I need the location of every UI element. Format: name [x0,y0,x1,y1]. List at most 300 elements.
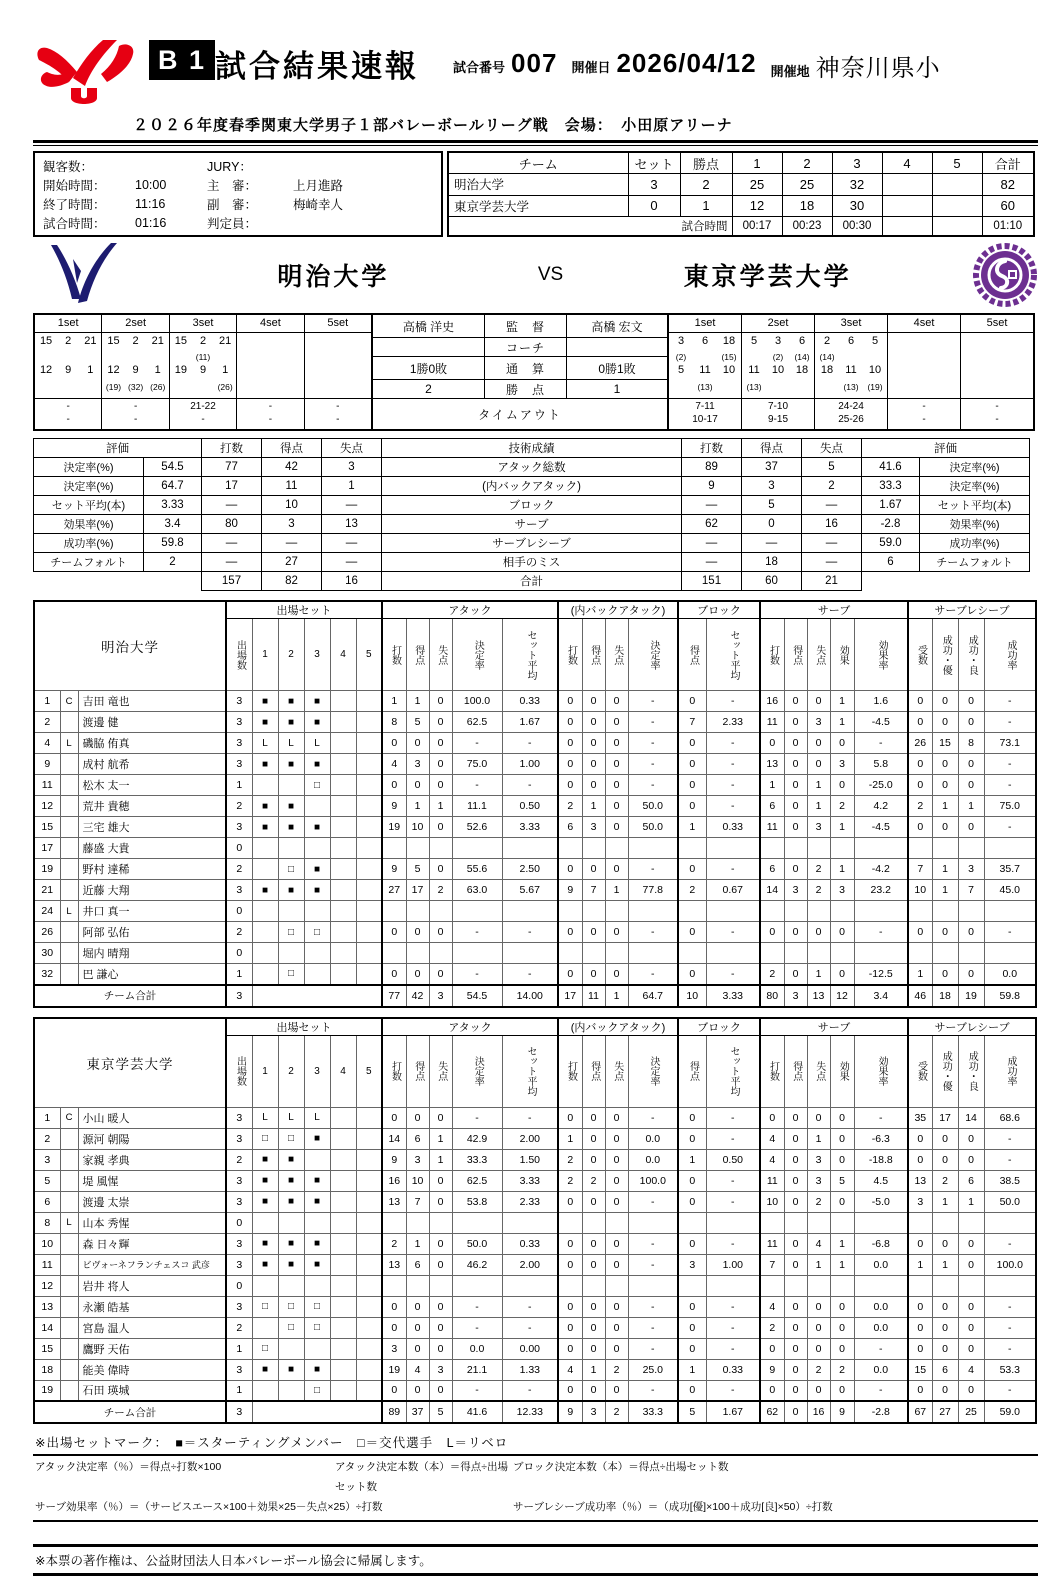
player-sets-count: 3 [226,712,252,733]
player-sets-count: 3 [226,1128,252,1149]
player-stat: 0 [406,1107,429,1128]
player-row [34,712,1036,733]
player-name: 磯脇 侑真 [78,733,226,754]
player-stat: 0 [932,1128,958,1149]
player-position [60,1149,78,1170]
lineup-sub-number: (26) [150,382,166,392]
lineup-sub-number [327,352,349,364]
team-total-stat: 0 [784,1401,807,1423]
timeout-score: - [66,414,70,425]
summary-right-label: 決定率(%) [920,477,1030,496]
player-stat: 5 [406,712,429,733]
player-position [60,754,78,775]
summary-right-value: 33.3 [862,477,920,496]
player-stat: 0 [382,922,406,943]
player-stat: 0 [678,754,706,775]
player-set-mark [252,1275,278,1296]
player-stat [502,838,558,859]
player-stat: 0 [784,817,807,838]
lineup-number [1009,335,1033,352]
lineup-sub-number [669,382,693,395]
player-set-mark: □ [304,1317,330,1338]
summary-right-label: 成功率(%) [920,534,1030,553]
player-sets-count: 3 [226,1296,252,1317]
team-total-stat: 77 [382,985,406,1007]
player-set-mark: ■ [252,1191,278,1212]
player-set-mark [330,1254,356,1275]
player-stat: 0 [582,691,605,712]
player-stat: 0 [958,1338,984,1359]
info-row [43,156,433,175]
score-value [932,174,982,196]
player-stat: 0 [406,922,429,943]
player-stat: -6.3 [854,1128,908,1149]
home-player-stats-table [33,600,1037,1008]
player-set-mark [330,1212,356,1233]
summary-away-value: — [682,496,742,515]
lineup-number: 2 [132,335,139,347]
lineup-timeout-cell [742,399,814,429]
player-col-header: 得点 [784,619,807,691]
player-stat: 1 [932,859,958,880]
player-stat [807,943,830,964]
player-stat [452,1275,502,1296]
player-stat: 0 [605,1338,628,1359]
player-name: 藤盛 大貴 [78,838,226,859]
summary-right-label: チームフォルト [920,553,1030,572]
timeout-score: - [268,414,273,425]
player-stat: 0 [429,1170,452,1191]
lineup-number: 1 [222,364,229,376]
player-stat: 0 [784,712,807,733]
player-stat: 68.6 [984,1107,1036,1128]
lineup-number: 1 [154,364,161,376]
player-set-mark [330,1380,356,1401]
lineup-sub-number [170,382,192,395]
player-table-team-name: 東京学芸大学 [34,1018,226,1108]
lineup-body [669,333,1033,429]
lineup-number: 5 [750,335,758,347]
player-col-header: 決定率 [452,1035,502,1107]
player-name: 近藤 大翔 [78,880,226,901]
lineup-number [985,335,1009,352]
player-stat: 6 [760,796,784,817]
start-time-value: 10:00 [135,177,167,192]
score-value: 12 [732,195,782,217]
player-position [60,859,78,880]
team-total-stat: 5 [429,1401,452,1423]
player-stat: - [984,1296,1036,1317]
player-stat: - [628,691,678,712]
match-date-field [557,48,756,79]
lineup-sub-number [863,352,887,364]
lineup-number [305,364,327,382]
score-value: 2 [680,174,732,196]
player-stat: 4 [760,1149,784,1170]
management-box [373,313,667,431]
player-stat: 38.5 [984,1170,1036,1191]
player-stat: 1 [830,712,854,733]
lineup-sub-number: (14) [794,352,810,362]
player-stat [932,1212,958,1233]
player-stat: 2.00 [502,1128,558,1149]
player-stat [958,901,984,922]
player-col-header: 4 [330,619,356,691]
player-stat: 0 [605,1191,628,1212]
lineup-number-block [961,333,1033,399]
player-stat [429,1275,452,1296]
player-stat: 0 [406,775,429,796]
lineup-number-block [742,333,814,399]
player-stat: 0 [605,859,628,880]
player-name: 岩井 将人 [78,1275,226,1296]
player-set-mark: ■ [278,817,304,838]
player-row [34,1128,1036,1149]
player-stat: 0 [932,775,958,796]
player-stat: 75.0 [984,796,1036,817]
player-stat [932,943,958,964]
summary-home-value: 11 [262,477,322,496]
player-number: 26 [34,922,60,943]
team-total-stat: 9 [830,1401,854,1423]
player-set-mark [330,796,356,817]
player-name: 荒井 貴穂 [78,796,226,817]
player-row [34,1212,1036,1233]
lineup-number-block [888,333,960,399]
summary-right-value [862,572,920,591]
player-stat: 4 [958,1359,984,1380]
player-stat [908,1212,932,1233]
summary-home-value: 77 [202,458,262,477]
player-stat: 35 [908,1107,932,1128]
player-stat: 0 [382,733,406,754]
player-stat: - [706,1296,760,1317]
player-col-header: 効果率 [854,619,908,691]
player-stat: 0 [429,922,452,943]
player-stat: 1 [807,1128,830,1149]
player-name: 井口 真一 [78,901,226,922]
player-number: 19 [34,859,60,880]
player-set-mark [356,1338,382,1359]
lineup-set-header: 1set [35,315,102,332]
player-stat: 0 [382,1380,406,1401]
match-place-field [757,48,941,83]
player-stat: -4.5 [854,817,908,838]
player-stat: 3 [406,754,429,775]
player-stat [706,901,760,922]
summary-center-label: ブロック [382,496,682,515]
summary-home-value: 16 [322,572,382,591]
lineup-number: 21 [151,335,164,347]
player-sets-count: 1 [226,775,252,796]
player-stat: 1 [429,796,452,817]
lineup-set-header-row [669,315,1033,333]
summary-home-value: 80 [202,515,262,534]
player-stat: 0 [958,922,984,943]
score-value [882,174,932,196]
player-stat: 0 [760,1107,784,1128]
player-stat [830,943,854,964]
player-position [60,922,78,943]
player-col-header: 打数 [760,1035,784,1107]
player-stat: 0 [429,1338,452,1359]
timeout-score: - [995,401,999,412]
player-stat [706,838,760,859]
player-stat: 0 [784,1317,807,1338]
player-stat [908,1275,932,1296]
player-stat [628,943,678,964]
player-name: 堤 風惺 [78,1170,226,1191]
player-position [60,1254,78,1275]
player-stat: 0.33 [502,691,558,712]
report-title: 試合結果速報 [215,49,420,84]
timeout-score: - [66,401,70,412]
player-stat: 14 [958,1107,984,1128]
player-number: 8 [34,1212,60,1233]
player-stat: - [984,1149,1036,1170]
player-stat: 0.0 [628,1149,678,1170]
player-stat: 1 [908,1254,932,1275]
player-stat: - [628,1254,678,1275]
lineup-sub-number [57,352,79,364]
summary-home-value: 42 [262,458,322,477]
player-set-mark: □ [278,922,304,943]
player-stat: 0 [830,733,854,754]
team-total-stat: 27 [932,1401,958,1423]
player-stat [678,838,706,859]
team-total-stat: 89 [382,1401,406,1423]
player-position: C [60,691,78,712]
management-home-value: 高橋 洋史 [373,315,485,337]
player-stat: 0 [908,1296,932,1317]
player-stat: 73.1 [984,733,1036,754]
player-stat [678,943,706,964]
player-stat [932,901,958,922]
player-position [60,712,78,733]
player-stat: 0 [558,712,582,733]
player-stat: 1 [678,817,706,838]
lineup-number-block [815,333,887,399]
player-stat: 0 [678,1296,706,1317]
lineup-set-column [35,333,102,429]
player-stat: 1 [932,1254,958,1275]
player-row [34,1338,1036,1359]
summary-away-value: 62 [682,515,742,534]
management-away-value: 0勝1敗 [598,361,636,376]
player-stat: 3 [784,880,807,901]
player-stat [502,943,558,964]
lineup-set-column [888,333,961,429]
lineup-sub-number [349,382,371,395]
lineup-number [259,364,281,382]
player-stat: -5.0 [854,1191,908,1212]
player-set-mark [252,838,278,859]
lineup-set-header: 2set [742,315,815,332]
player-stat [452,1212,502,1233]
player-stat: 0 [760,733,784,754]
player-stat: 26 [908,733,932,754]
player-stat: 0 [582,1254,605,1275]
player-sets-count: 3 [226,1359,252,1380]
player-stat: 0 [582,1380,605,1401]
player-stat: 0 [678,922,706,943]
player-stat: 0 [678,859,706,880]
player-stat [605,838,628,859]
player-set-mark [278,838,304,859]
player-stat: 0 [678,1170,706,1191]
player-stat: 50.0 [984,1191,1036,1212]
player-stat: 2 [807,1191,830,1212]
lineup-number: 11 [748,364,760,376]
player-number: 5 [34,1170,60,1191]
player-stat: - [706,859,760,880]
player-stat [784,838,807,859]
player-stat: 15 [932,733,958,754]
player-stat [830,1212,854,1233]
lineup-sub-number: (2) [675,352,687,362]
player-stat: 0 [406,1338,429,1359]
player-stat: 3 [830,754,854,775]
summary-home-value: 3 [322,458,382,477]
player-row [34,859,1036,880]
lineup-number: 6 [847,335,855,347]
score-time-row [448,217,1034,237]
team-total-stat: 59.0 [984,1401,1036,1423]
player-name: 能美 偉時 [78,1359,226,1380]
team-total-marks-blank [252,985,382,1007]
player-set-mark [278,1212,304,1233]
summary-right-label: 効果率(%) [920,515,1030,534]
lineup-sub-number [717,382,741,395]
player-stat [830,901,854,922]
player-stat: 0 [784,1254,807,1275]
player-stat [605,943,628,964]
player-set-mark: ■ [278,1191,304,1212]
player-stat: 0 [932,1338,958,1359]
player-stat: 2.33 [706,712,760,733]
player-sets-count: 0 [226,901,252,922]
player-stat [406,943,429,964]
player-stat: 0 [605,1233,628,1254]
player-stat: 33.3 [452,1149,502,1170]
player-stat: - [854,733,908,754]
player-stat: 2 [429,880,452,901]
lineup-number: 15 [39,335,53,347]
lineup-sub-number [961,382,985,395]
timeout-score: - [995,414,999,425]
player-row [34,1317,1036,1338]
player-set-mark [356,1212,382,1233]
player-stat [807,901,830,922]
player-group-header: アタック [382,601,558,619]
player-stat [807,838,830,859]
player-stat [382,838,406,859]
player-stat [984,838,1036,859]
lineup-number: 18 [722,335,736,347]
team-total-stat: 19 [958,985,984,1007]
player-set-mark [330,964,356,985]
player-stat: 0 [558,775,582,796]
player-position [60,1359,78,1380]
player-stat: - [984,922,1036,943]
player-stat: - [452,1317,502,1338]
player-stat: - [452,733,502,754]
player-sets-count: 3 [226,1233,252,1254]
lineup-set-header: 5set [986,317,1008,329]
end-time-value: 11:16 [135,196,166,211]
player-position [60,880,78,901]
player-stat: - [984,1380,1036,1401]
team-total-stat: 17 [558,985,582,1007]
player-stat: 0 [784,1191,807,1212]
player-position [60,1170,78,1191]
player-set-mark: ■ [304,691,330,712]
player-stat: 100.0 [984,1254,1036,1275]
player-stat: 50.0 [452,1233,502,1254]
player-col-header: 効果率 [854,1035,908,1107]
player-stat: 0 [582,1107,605,1128]
player-row [34,880,1036,901]
player-sets-count: 3 [226,691,252,712]
player-set-mark [330,754,356,775]
player-stat: 0 [678,733,706,754]
player-stat: 0 [429,1254,452,1275]
summary-left-label [34,572,144,591]
team-total-stat: 9 [558,1401,582,1423]
player-stat: 3 [807,712,830,733]
player-set-mark [356,1254,382,1275]
summary-away-value: — [802,534,862,553]
match-date-value: 2026/04/12 [616,48,757,78]
score-header: チーム [448,152,628,174]
player-stat: 1 [558,1128,582,1149]
timeout-score: 25-26 [838,414,864,425]
summary-row [34,553,1030,572]
summary-right-value: 59.0 [862,534,920,553]
player-stat: 0 [830,1317,854,1338]
player-stat: - [502,1380,558,1401]
player-set-mark: ■ [252,880,278,901]
player-set-mark [356,1275,382,1296]
player-set-mark: ■ [278,796,304,817]
player-stat: - [452,1107,502,1128]
player-stat: 6 [932,1359,958,1380]
summary-left-label: 決定率(%) [34,477,144,496]
score-time-value: 01:10 [982,217,1034,237]
player-stat: 2.50 [502,859,558,880]
lineup-number: 1 [87,364,94,376]
player-stat: 3 [807,817,830,838]
team-total-sets: 3 [226,985,252,1007]
player-stat: 0 [558,1338,582,1359]
player-stat: 0 [605,922,628,943]
player-set-mark: □ [252,1338,278,1359]
player-stat: 7 [760,1254,784,1275]
formula-receive-rate: サーブレシーブ成功率（％）＝（成功[優]×100＋成功[良]×50）÷打数 [513,1501,833,1513]
away-lineup-grid [667,313,1035,431]
player-col-header: 決定率 [628,619,678,691]
player-sets-count: 2 [226,1149,252,1170]
player-group-header: サーブレシーブ [908,601,1036,619]
player-set-mark [330,1191,356,1212]
formula-attack-rate: アタック決定率（％）＝得点÷打数×100 [35,1461,222,1473]
player-stat: 0 [582,1317,605,1338]
player-set-mark [356,1359,382,1380]
player-set-mark [356,1233,382,1254]
player-group-header: サーブ [760,1018,908,1036]
player-set-mark: ■ [304,1233,330,1254]
player-set-mark [356,901,382,922]
